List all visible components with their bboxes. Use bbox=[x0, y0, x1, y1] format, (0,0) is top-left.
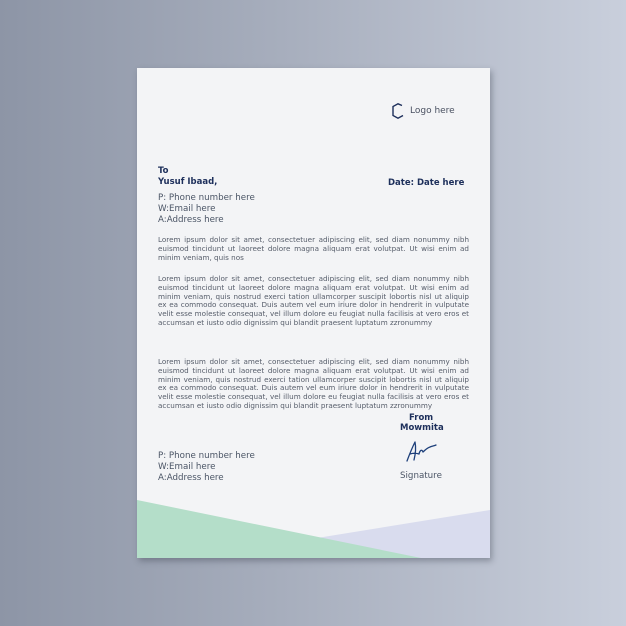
logo-text: Logo here bbox=[410, 106, 455, 116]
signature-mark bbox=[403, 439, 439, 465]
contact-block-bottom bbox=[158, 451, 255, 483]
mint-shape bbox=[137, 500, 421, 558]
to-label: To bbox=[158, 166, 169, 176]
address-text: A:Address here bbox=[158, 214, 224, 225]
logo bbox=[391, 103, 455, 119]
hexagon-logo-icon bbox=[391, 103, 405, 119]
contact-block-top bbox=[158, 193, 255, 225]
body-paragraph-2: Lorem ipsum dolor sit amet, consectetuer adipiscing elit, sed diam nonummy nibh euismod tincidunt ut laoreet dolore magna aliquam erat volutpat. Ut wisi enim ad minim veniam, quis nostrud exerci tation ullamcorper suscipit lobortis nisl ut aliquip ex ea commodo consequat. Duis autem vel eum iriure dolor in hendrerit in vulputate velit esse molestie consequat, vel illum dolore eu feugiat nulla facilisis at vero eros et accumsan et iusto odio dignissim qui blandit praesent luptatum zzronummy bbox=[158, 274, 469, 327]
recipient-name: Yusuf Ibaad, bbox=[158, 177, 218, 187]
address-text: A:Address here bbox=[158, 472, 224, 483]
sender-name: Mowmita bbox=[400, 423, 444, 433]
date-text: Date: Date here bbox=[388, 178, 465, 188]
phone-text: P: Phone number here bbox=[158, 193, 255, 203]
signature-label: Signature bbox=[400, 471, 442, 481]
body-paragraph-1: Lorem ipsum dolor sit amet, consectetuer adipiscing elit, sed diam nonummy nibh euismod tincidunt ut laoreet dolore magna aliquam erat volutpat. Ut wisi enim ad minim veniam, quis nos bbox=[158, 235, 469, 262]
body-paragraph-3: Lorem ipsum dolor sit amet, consectetuer adipiscing elit, sed diam nonummy nibh euismod tincidunt ut laoreet dolore magna aliquam erat volutpat. Ut wisi enim ad minim veniam, quis nostrud exerci tation ullamcorper suscipit lobortis nisl ut aliquip ex ea commodo consequat. Duis autem vel eum iriure dolor in hendrerit in vulputate velit esse molestie consequat, vel illum dolore eu feugiat nulla facilisis at vero eros et accumsan et iusto odio dignissim qui blandit praesent luptatum zzronummy bbox=[158, 357, 469, 410]
letterhead-page bbox=[137, 68, 490, 558]
email-text: W:Email here bbox=[158, 203, 216, 214]
email-text: W:Email here bbox=[158, 461, 216, 472]
phone-text: P: Phone number here bbox=[158, 451, 255, 461]
lavender-shape bbox=[317, 510, 490, 558]
from-label: From bbox=[409, 413, 434, 423]
